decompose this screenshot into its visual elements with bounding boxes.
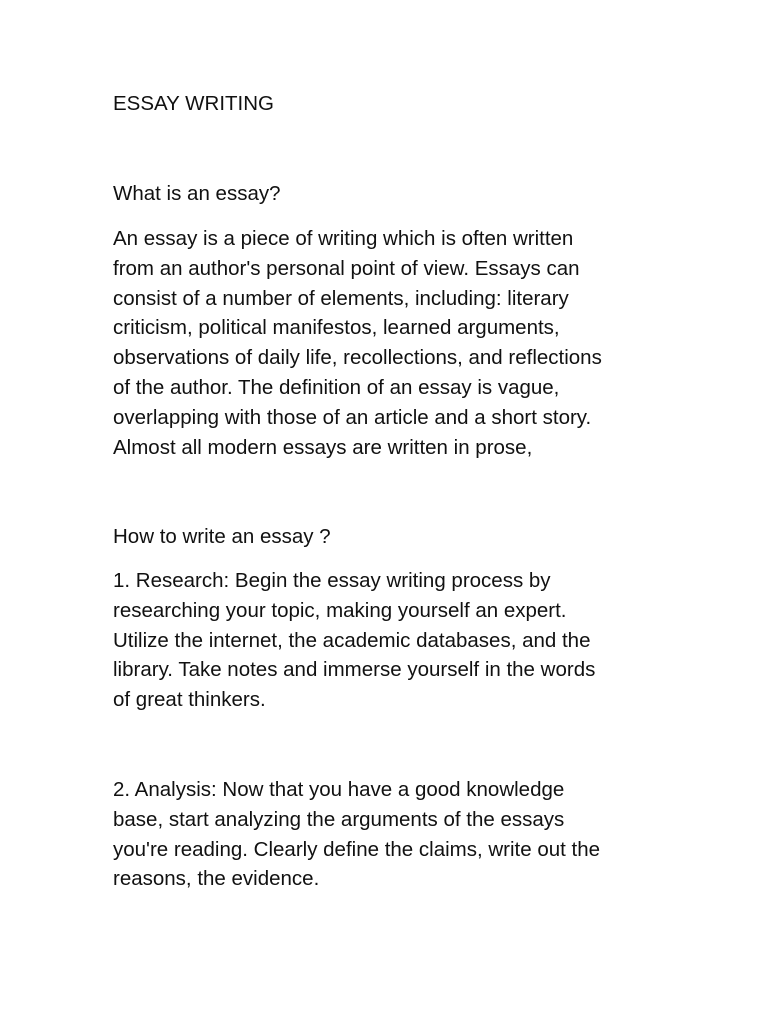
step-research-paragraph: 1. Research: Begin the essay writing process by researching your topic, making yourself an expert. Utilize the internet, the academic databases, and the library. Take notes and immerse yourself in the words of great thinkers. (113, 569, 596, 712)
step-analysis-paragraph: 2. Analysis: Now that you have a good knowledge base, start analyzing the arguments of the essays you're reading. Clearly define the claims, write out the reasons, the evidence. (113, 778, 601, 891)
section-heading-how-to-write: How to write an essay ? (113, 525, 331, 548)
essay-definition-paragraph: An essay is a piece of writing which is often written from an author's personal point of view. Essays can consist of a number of elements, including: literary criticism, political manifestos, learned arguments, observations of daily life, recollections, and reflections of the author. The definition of an essay is vague, overlapping with those of an article and a short story. Almost all modern essays are written in prose, (113, 227, 602, 459)
document-title: ESSAY WRITING (113, 92, 274, 115)
section-heading-what-is-essay: What is an essay? (113, 182, 281, 205)
